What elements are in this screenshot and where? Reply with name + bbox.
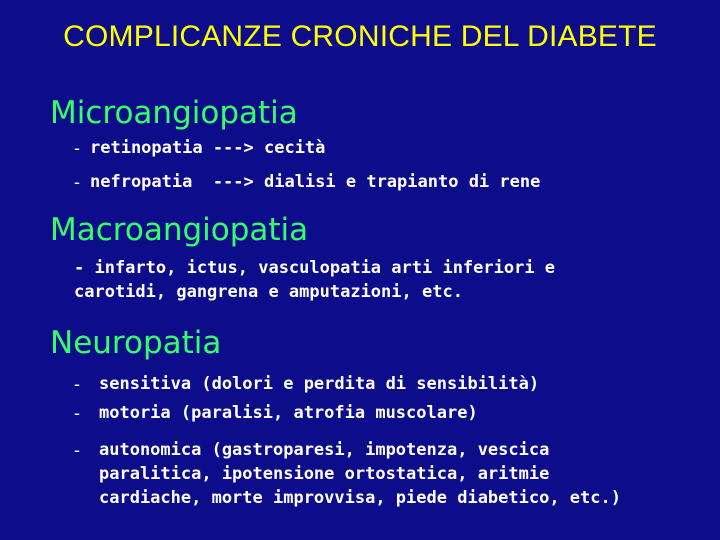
bullet-dash: - — [74, 374, 80, 394]
bullet-dash: - — [74, 440, 80, 460]
bullet-dash: - — [74, 172, 80, 192]
heading-macroangiopatia: Macroangiopatia — [50, 212, 309, 248]
item-autonomica: autonomica (gastroparesi, impotenza, vescica paralitica, ipotensione ortostatica, aritmie cardiache, morte improvvisa, piede diabetico, etc.) — [99, 440, 621, 508]
item-retinopatia: retinopatia ---> cecità — [90, 138, 326, 158]
item-motoria: motoria (paralisi, atrofia muscolare) — [99, 403, 478, 423]
bullet-dash: - — [74, 403, 80, 423]
bullet-dash: - — [74, 138, 80, 158]
item-sensitiva: sensitiva (dolori e perdita di sensibilità) — [99, 374, 540, 394]
slide-title: COMPLICANZE CRONICHE DEL DIABETE — [63, 20, 657, 53]
item-nefropatia: nefropatia ---> dialisi e trapianto di rene — [90, 172, 541, 192]
heading-neuropatia: Neuropatia — [50, 325, 222, 361]
item-macro-complications: - infarto, ictus, vasculopatia arti inferiori e carotidi, gangrena e amputazioni, etc. — [74, 258, 556, 302]
heading-microangiopatia: Microangiopatia — [50, 95, 298, 131]
